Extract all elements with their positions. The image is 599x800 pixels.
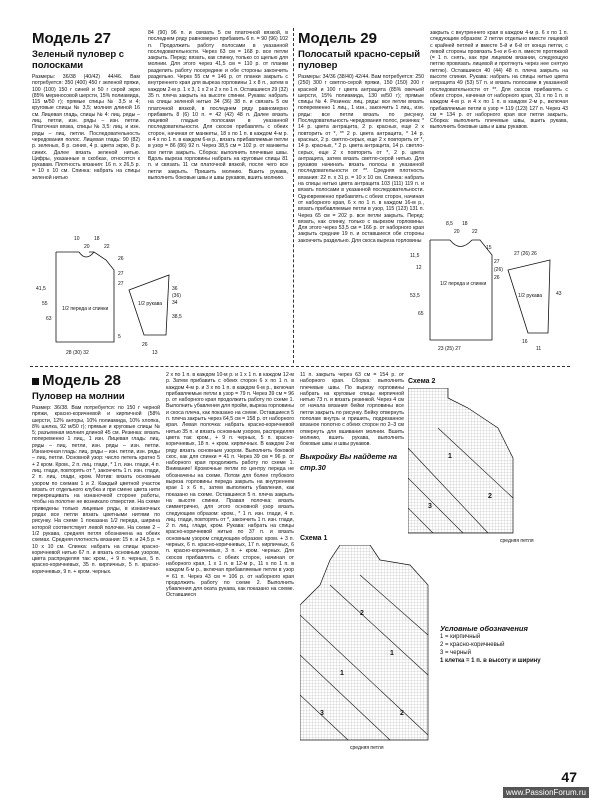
- model29-cont-block: [430, 30, 568, 200]
- d29-sleeve-label: 1/2 рукава: [518, 293, 543, 299]
- legend: [440, 625, 565, 665]
- svg-text:2: 2: [360, 610, 364, 617]
- model28c-text: 11 п. закрыть через 63 см = 154 р. от наборного края. Сборка: выполнить плечевые швы. По вырезу горловины набрать на круговые спицы кирпичной нитью 73 п. и вязать резинкой. Через 4 см от начала вязания бейки горловины все петли закрыть по рисунку. Бейку отвернуть пополам внутрь и пришить, подрезанное вязаное полотно с обеих сторон по 2–3 см отвернуть для вшивания молнии. Вшить молнию, вшить рукава, выполнить боковые швы и швы рукавов.: [300, 372, 404, 448]
- svg-text:1: 1: [390, 650, 394, 657]
- legend-item-2: 2 = красно-коричневый: [440, 642, 505, 648]
- d27-sleeve-r2: (36): [172, 293, 181, 299]
- top-column-divider: [293, 28, 294, 363]
- schema2-grid: [408, 388, 518, 538]
- schema2-label: Схема 2: [408, 378, 436, 385]
- d27-right-4: 5: [118, 334, 121, 340]
- legend-item-3: 3 = черный: [440, 650, 471, 656]
- model28-subtitle: Пуловер на молнии: [32, 391, 125, 402]
- d27-left-3: 63: [46, 316, 52, 322]
- svg-text:3: 3: [428, 503, 432, 510]
- legend-title: Условные обозначения: [440, 624, 528, 633]
- schema1-grid: [300, 545, 432, 745]
- d29-right-3: 26: [494, 275, 500, 281]
- d27-right-2: 27: [118, 271, 124, 277]
- schema1-label: Схема 1: [300, 535, 328, 542]
- d27-sleeve-label: 1/2 рукава: [138, 301, 163, 307]
- d29-sleeve-top: 27 (26) 26: [514, 251, 537, 257]
- d29-left-4: 65: [418, 311, 424, 317]
- model27-schematic: [34, 230, 184, 360]
- page-number: 47: [561, 769, 577, 785]
- model29-title: Модель 29: [298, 30, 377, 47]
- d27-right-1: 26: [118, 256, 124, 262]
- d27-sleeve-r4: 38,5: [172, 314, 182, 320]
- d29-right-1: 27: [494, 259, 500, 265]
- d29-center-label: 1/2 переда и спинки: [440, 281, 487, 287]
- legend-item-4: 1 клетка = 1 п. в высоту и ширину: [440, 658, 541, 664]
- model28c-block: [300, 372, 404, 532]
- svg-text:1: 1: [340, 670, 344, 677]
- model28-text: Размер: 36/38. Вам потребуется: по 150 г черной пряжи, красно-коричневой и кирпичной (58% шерсти, 12% ангоры, 10% полиамида, 10% хлопка, 8% шелка, 92 м/50 г); прямые и круговые спицы № 5; разъемная молния длиной 45 см. Резинка: вязать попеременно 1 лиц., 1 изн. Лицевая гладь: лиц. ряды – лиц. петли, изн. ряды – изн. петли. Изнаночная гладь: лиц. ряды – изн. петли, изн. ряды – лиц. петли. Основной узор: число петель кратно 5 + 2 кром. Кром., 2 п. лиц. глади, * 1 п. изн. глади, 4 п. лиц. глади, повторять от *, закончить 1 п. изн. глади, 2 п. лиц. глади, кром. Мотив: вязать основным узором по схемам 1 и 2. Каждый цветной участок вязать от отдельного клубка и при смене цвета нити перекрещивать на изнаночной стороне работы, чтобы на полотне не возникало отверстия. На схеме приведены только лицевые ряды, в изнаночных рядах все петли вязать цветными нитями по рисунку. На схеме 1 показана 1/2 переда, ширина которой соответствует левой полочке. На схеме 2 – 1/2 рукава, средняя петля обозначена на обеих схемах. Средняя плотность вязания: 15 п. и 24,5 р. = 10 x 10 см. Спинка: набрать на спицы красно-коричневой нитью 67 п. и вязать основным узором, цвета распределяя так: кром., + 9 п. черных, 5 п. красно-коричневых, 35 п. кирпичных, 5 п. красно-коричневых, 9 п. + кром. черных.: [32, 405, 160, 575]
- model27-text: Размеры: 36/38 (40/42) 44/46. Вам потребуется: 350 (400) 450 г зеленой пряжи, 100 (100) 150 г синей и 50 г серой экрю (85% мериносовой шерсти, 15% полиамида, 115 м/50 г); прямые спицы № 3,5 и 4; круговые спицы № 3,5; молния длиной 16 см. Лицевая гладь, спицы № 4: лиц. ряды – лиц. петли, изн. ряды – изн. петли. Платочная вязка, спицы № 3,5: лиц. и изн. ряды – лиц. петли. Последовательность чередования полос. Лицевая гладь: 90 (82) р. зеленых, 8 р. синих, 4 р. цвета экрю, 8 р. синих. Далее вязать зеленой нитью. Цифры, указанные в скобках, относятся к рукавам. Плотность вязания: 16 п. x 26,5 р. = 10 x 10 см. Спинка: набрать на спицы зеленой нитью: [32, 74, 140, 181]
- d29-right-4: 43: [556, 291, 562, 297]
- d27-top-4: 22: [104, 244, 110, 250]
- model29-text: Размеры: 34/36 (38/40) 42/44. Вам потребуется: 250 (250) 300 г светло-серой пряжи, 150 (150) 200 г красной и 100 г цвета антрацита (85% овечьей шерсти, 15% полиамида, 130 м/50 г); прямые спицы № 4. Резинка: лиц. ряды: все петли вязать попеременно 1 лиц., 1 изн., закончить 1 лиц., изн. ряды: все петли вязать по рисунку. Последовательность чередования полос, резинка: * 14 р. цвета антрацита, 2 р. красных, еще 2 x повторить от *, ** 2 р. цвета антрацита, * 14 р. красных, 2 р. светло-серых, еще 2 x повторить от *, 14 р. красных, * 2 р. цвета антрацита, 14 р. светло-серых, еще 2 x повторить от *, 2 р. цвета антрацита, затем вязать светло-серой нитью. Для рукавов начинать вязать полосы в указанной последовательности от **. Средняя плотность вязания: 22 п. x 31 р. = 10 x 10 см. Спинка: набрать на спицы нитью цвета антрацита 103 (111) 119 п. и вязать полосами в указанной последовательности. Одновременно прибавлять с обеих сторон, начиная от наборного края, 6 x по 1 п. в каждом 16-м р., вязать прибавляемые петли в узор, 115 (123) 131 п. Через 65 см = 202 р. все петли закрыть. Перед: вязать, как спинку, только с вырезом горловины. Для этого через 53,5 см = 166 р. от наборного края закрыть средние 19 п. и оставшиеся обе стороны закончить раздельно. Для скоса выреза горловины: [298, 74, 424, 244]
- model27-subtitle: Зеленый пуловер с полосками: [32, 49, 125, 71]
- d27-top-3: 20: [84, 244, 90, 250]
- d27-top-2: 18: [94, 236, 100, 242]
- site-watermark: www.PassionForum.ru: [503, 787, 589, 798]
- find-pattern-note: Выкройку Вы найдете на стр.30: [300, 451, 398, 472]
- d29-bottom-2: 16: [522, 339, 528, 345]
- d29-top-4: 22: [472, 229, 478, 235]
- d27-sleeve-r1: 36: [172, 286, 178, 292]
- model28-title-text: Модель 28: [42, 372, 121, 389]
- svg-text:1: 1: [448, 453, 452, 460]
- schema2-middle-loop: средняя петля: [500, 538, 534, 544]
- d29-bottom-1: 23 (25) 27: [438, 346, 461, 352]
- model29-schematic: [410, 215, 570, 355]
- model27-cont-text: 84 (90) 96 п. и связать 5 см платочной вязкой, в последнем ряду равномерно прибавить 6 п. = 90 (96) 102 п. Продолжить работу полосами в указанной последовательности. Через 63 см = 168 р. все петли закрыть. Перед: вязать, как спинку, только со щелью для молнии. Для этого через 41,5 см = 110 р. от планки разделить работу посередине и обе стороны закончить раздельно. Через 55 см = 146 р. от планки закрыть с внутреннего края для выреза горловины 1 x 8 п., затем в каждом 2-м р. 1 x 3, 1 x 2 и 2 x по 1 п. Оставшиеся 29 (32) 35 п. плеча закрыть на высоте спинки. Рукава: набрать на спицы зеленой нитью 34 (36) 38 п. и связать 5 см платочной вязкой, в последнем ряду равномерно прибавить 8 (6) 10 п. = 42 (42) 48 п. Далее вязать лицевой гладью полосами в указанной последовательности. Для скосов прибавлять с обеих сторон, начиная от манжеты, 18 x по 1 п. в каждом 4-м р. и 4 x по 1 п. в каждом 6-м р., вязать прибавляемые петли в узор = 86 (86) 92 п. Через 38,5 см = 102 р. от манжеты все петли закрыть. Сборка: выполнить плечевые швы. Вдоль выреза горловины набрать на круговые спицы 81 п. и связать 11 см платочной вязкой, после чего все петли закрыть. Пришить молнию. Вшить рукава, выполнить боковые швы и швы рукавов, вшить молнию.: [148, 30, 288, 181]
- d29-left-1: 11,5: [410, 253, 420, 259]
- d27-center-label: 1/2 переда и спинки: [62, 306, 109, 312]
- model28-title: [32, 372, 160, 389]
- d27-top-1: 10: [74, 236, 80, 242]
- schema1-middle-loop: средняя петля: [350, 745, 384, 751]
- d27-sleeve-r3: 34: [172, 300, 178, 306]
- d29-top-5: 15: [486, 245, 492, 251]
- d27-right-3: 27: [118, 281, 124, 287]
- svg-text:2: 2: [488, 493, 492, 500]
- d29-top-3: 20: [454, 229, 460, 235]
- d29-left-3: 53,5: [410, 293, 420, 299]
- d29-left-2: 12: [416, 265, 422, 271]
- model29-cont-text: закрыть с внутреннего края в каждом 4-м р. 6 x по 1 п. следующим образом: 2 петли отдельно вместе лицевой с крайней петлей и вместе 5-й и 6-й от конца петли, с левой стороны провязать 5-ю и 6-ю п. вместе протяжкой (= 1 п. снять, как при лицевом вязании, следующую петлю провязать лицевой и протянуть через нее снятую петлю). Оставшиеся 40 (44) 48 п. плеча закрыть на высоте спинки. Рукава: набрать на спицы нитью цвета антрацита 49 (53) 57 п. и вязать полосами в указанной последовательности от **. Для скосов прибавлять с обеих сторон, начиная от наборного края, 31 x по 1 п. в каждом 4-м р. и 4 x по 1 п. в каждом 2-м р., включая прибавляемые петли в узор = 119 (123) 127 п. Через 43 см = 134 р. от наборного края все петли закрыть. Сборка: выполнить плечевые швы, вшить рукава, выполнить боковые швы и швы рукавов.: [430, 30, 568, 131]
- d29-right-2: (26): [494, 267, 503, 273]
- model28b-block: [166, 372, 294, 772]
- svg-text:2: 2: [400, 710, 404, 717]
- d27-left-1: 41,5: [36, 286, 46, 292]
- d27-bottom-3: 13: [152, 350, 158, 356]
- svg-text:3: 3: [320, 710, 324, 717]
- d29-top-1: 8,5: [446, 221, 453, 227]
- d27-bottom-1: 28 (30) 32: [66, 350, 89, 356]
- d27-left-2: 55: [42, 301, 48, 307]
- model27-title: Модель 27: [32, 30, 111, 47]
- model29-block: [298, 30, 424, 255]
- model28-bullet: [32, 378, 39, 385]
- model27-block: [32, 30, 140, 225]
- d29-bottom-3: 11: [536, 346, 542, 352]
- model28b-text: 2 x по 1 п. в каждом 10-м р. и 1 x 1 п. в каждом 12-м р. Затем прибавить с обеих сторон 6 x по 1 п. в каждом 4-м р. и 3 x по 1 п. в каждом 6-м р., включая прибавляемые петли в узор = 79 п. Через 39 см = 96 р. от наборного края продолжить работу по схеме 1. Выполнить убавления для пройм, выреза горловины и скоса плеча, как показано на схеме. Оставшиеся 5 п. плеча закрыть через 64,5 см = 158 р. от наборного края. Левая полочка: набрать красно-коричневой нитью 35 п. и вязать основным узором, распределяя цвета так: кром., + 9 п. черных, 5 п. красно-коричневых, 18 п. + кром. кирпичных. В каждом 2-м ряду вязать основным узором. Выполнить боковой скос, как для спинки = 41 п. Через 39 см = 96 р. от наборного края продолжить работу по схеме 1. Внимание! Кромочные петли по центру переда не обозначены на схеме. Потом для более глубокого выреза горловины переда закрыть на внутреннем крае 1 x 6 п., затем выполнить убавления, как показано на схеме. Оставшиеся 5 п. плеча закрыть на высоте спинки. Правая полочка: вязать симметрично, для этого основной узор вязать следующим образом: кром., * 1 п. изн. глади, 4 п. лиц. глади, повторять от *, закончить 1 п. изн. глади, 2 п. лиц. глади, кром. Рукава: набрать на спицы красно-коричневой нитью по 37 п. и вязать основным узором следующим образом: кром. + 3 п. черных, 6 п. красно-коричневых, 17 п. кирпичных, 6 п. красно-коричневых, 3 п. + кром. черных. Для скосов прибавлять с обеих сторон, начиная от наборного края, 1 x 1 п. в 12-м р., 11 x по 1 п. в каждом 6-м р., включая прибавляемые петли в узор = 61 п. Через 43 см = 106 р. от наборного края продолжить работу по схеме 2. Выполнить убавления для оката рукава, как показано на схеме. Оставшиеся: [166, 372, 294, 599]
- model28-block: [32, 372, 160, 772]
- d27-bottom-2: 26: [142, 342, 148, 348]
- section-divider: [30, 366, 570, 367]
- model29-subtitle: Полосатый красно-серый пуловер: [298, 49, 421, 71]
- legend-item-1: 1 = кирпичный: [440, 634, 481, 640]
- d29-top-2: 18: [462, 221, 468, 227]
